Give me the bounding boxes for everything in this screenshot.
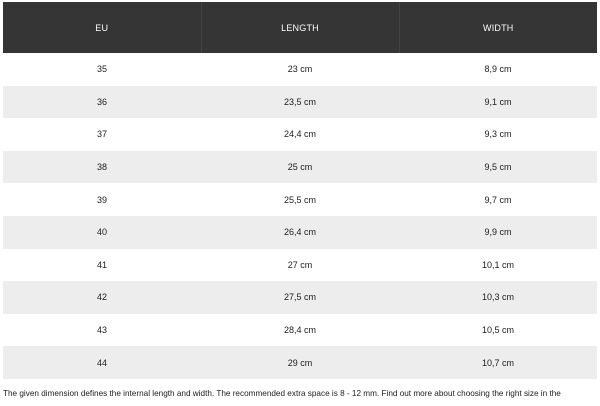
cell-width: 9,9 cm bbox=[484, 227, 512, 238]
cell-width: 10,1 cm bbox=[481, 259, 514, 270]
table-body bbox=[3, 53, 597, 379]
cell-eu: 41 bbox=[96, 259, 107, 270]
table-row bbox=[3, 281, 597, 314]
cell-length: 23 cm bbox=[287, 64, 313, 75]
cell-length: 29 cm bbox=[287, 357, 313, 368]
table-row bbox=[3, 53, 597, 86]
cell-eu: 43 bbox=[96, 325, 107, 336]
table-row bbox=[3, 183, 597, 216]
cell-width: 9,1 cm bbox=[484, 96, 512, 107]
cell-eu: 39 bbox=[96, 194, 107, 205]
cell-width: 10,7 cm bbox=[481, 357, 514, 368]
cell-length: 27,5 cm bbox=[283, 292, 316, 303]
cell-length: 27 cm bbox=[287, 259, 313, 270]
header-eu: EU bbox=[3, 2, 201, 53]
cell-length: 24,4 cm bbox=[283, 129, 316, 140]
cell-eu: 36 bbox=[96, 96, 107, 107]
cell-length: 23,5 cm bbox=[283, 96, 316, 107]
cell-width: 10,3 cm bbox=[481, 292, 514, 303]
table-row bbox=[3, 86, 597, 119]
cell-width: 9,7 cm bbox=[484, 194, 512, 205]
table-row bbox=[3, 118, 597, 151]
table-header bbox=[3, 2, 597, 53]
cell-length: 28,4 cm bbox=[283, 325, 316, 336]
cell-length: 26,4 cm bbox=[283, 227, 316, 238]
size-note: The given dimension defines the internal length and width. The recommended extra space is 8 - 12 mm. Find out more about choosing the right size in the bbox=[3, 389, 561, 398]
header-length: LENGTH bbox=[201, 2, 399, 53]
cell-eu: 42 bbox=[96, 292, 107, 303]
table-row bbox=[3, 151, 597, 184]
table-row bbox=[3, 249, 597, 282]
cell-eu: 35 bbox=[96, 64, 107, 75]
cell-length: 25 cm bbox=[287, 162, 313, 173]
table-row bbox=[3, 216, 597, 249]
cell-eu: 38 bbox=[96, 162, 107, 173]
cell-width: 10,5 cm bbox=[481, 325, 514, 336]
cell-width: 9,5 cm bbox=[484, 162, 512, 173]
size-table bbox=[3, 2, 597, 379]
cell-eu: 40 bbox=[96, 227, 107, 238]
cell-eu: 37 bbox=[96, 129, 107, 140]
cell-width: 8,9 cm bbox=[484, 64, 512, 75]
header-width: WIDTH bbox=[483, 22, 514, 33]
cell-eu: 44 bbox=[96, 357, 107, 368]
table-row bbox=[3, 346, 597, 379]
table-row bbox=[3, 314, 597, 347]
table-header-row bbox=[3, 2, 597, 53]
cell-length: 25,5 cm bbox=[283, 194, 316, 205]
cell-width: 9,3 cm bbox=[484, 129, 512, 140]
